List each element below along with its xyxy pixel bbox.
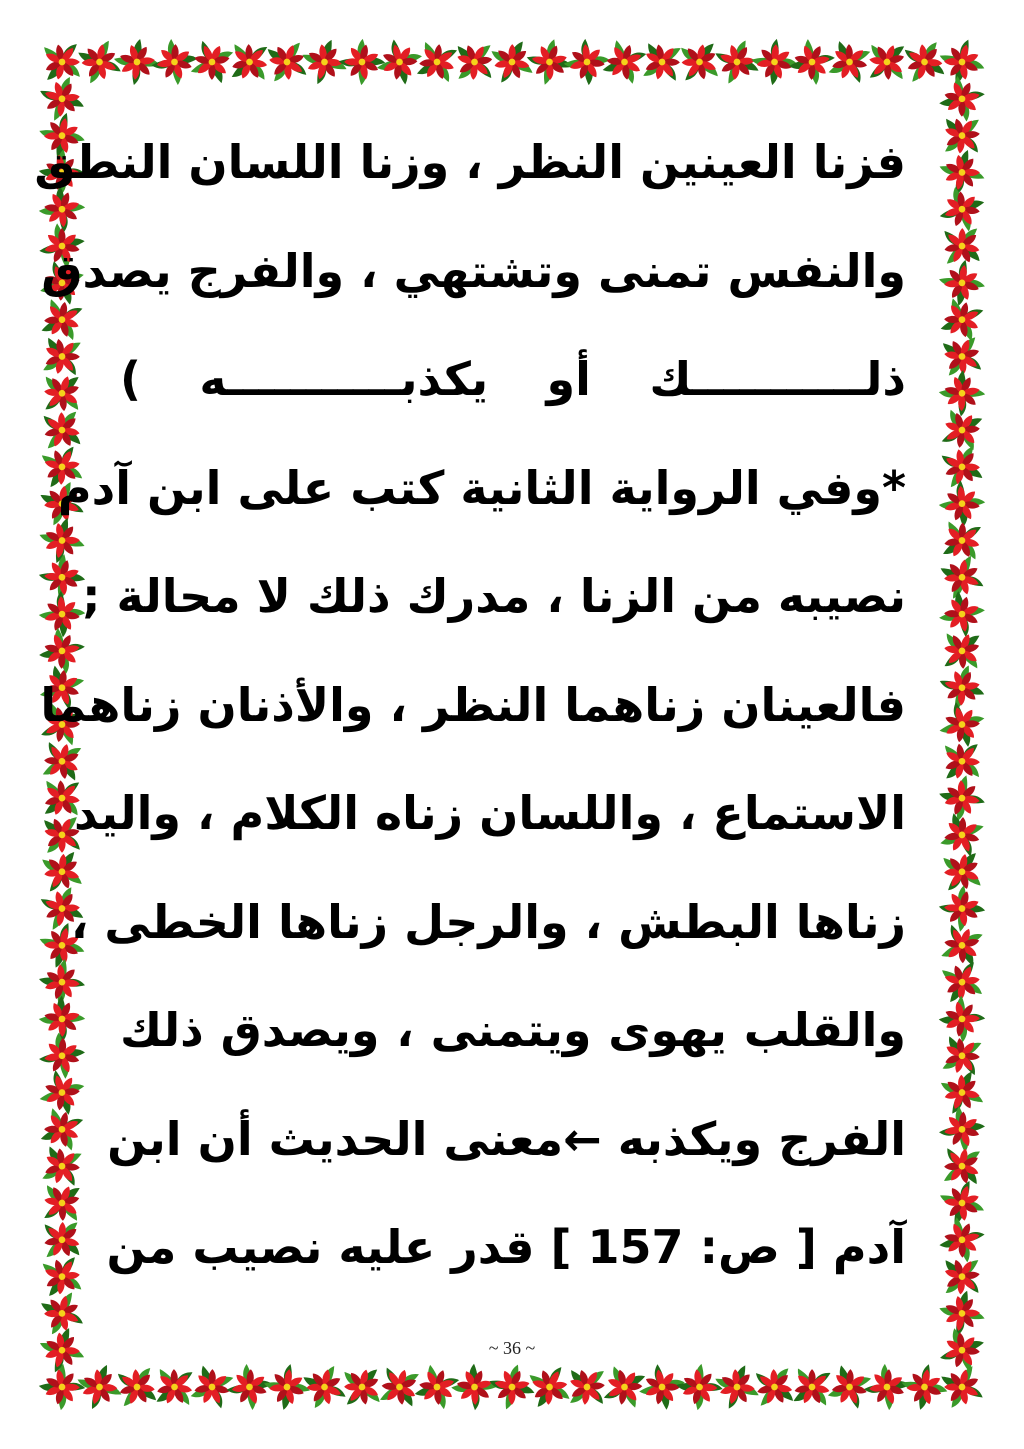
poinsettia-flower-icon: [374, 1361, 425, 1412]
poinsettia-flower-icon: [936, 552, 987, 603]
poinsettia-flower-icon: [526, 1364, 573, 1411]
poinsettia-flower-icon: [822, 35, 876, 89]
text-line: ذلـــــــــــك أو يكذبـــــــــــه ): [120, 352, 906, 406]
poinsettia-flower-icon: [939, 627, 986, 674]
poinsettia-flower-icon: [446, 1358, 504, 1416]
poinsettia-flower-icon: [940, 1254, 984, 1298]
poinsettia-flower-icon: [36, 1140, 88, 1192]
poinsettia-flower-icon: [671, 1358, 728, 1415]
poinsettia-flower-icon: [74, 37, 125, 88]
poinsettia-flower-icon: [226, 38, 274, 86]
poinsettia-flower-icon: [488, 38, 537, 87]
poinsettia-flower-icon: [115, 1365, 159, 1409]
document-body: [34, 108, 906, 1302]
poinsettia-flower-icon: [933, 585, 991, 643]
poinsettia-flower-icon: [939, 113, 985, 159]
poinsettia-flower-icon: [933, 990, 991, 1048]
poinsettia-flower-icon: [746, 34, 803, 91]
poinsettia-flower-icon: [941, 225, 983, 267]
poinsettia-flower-icon: [411, 36, 464, 89]
text-line: زناها البطش ، والرجل زناها الخطى ،: [70, 894, 906, 949]
poinsettia-flower-icon: [453, 40, 497, 84]
poinsettia-flower-icon: [935, 661, 989, 715]
poinsettia-flower-icon: [598, 1360, 652, 1414]
text-line: نصيبه من الزنا ، مدرك ذلك لا محالة ;: [82, 569, 906, 623]
poinsettia-flower-icon: [933, 365, 990, 422]
poinsettia-flower-icon: [33, 1358, 90, 1415]
poinsettia-flower-icon: [864, 39, 910, 85]
text-line: والنفس تمنى وتشتهي ، والفرج يصدق: [41, 243, 906, 298]
poinsettia-flower-icon: [38, 1179, 86, 1227]
poinsettia-flower-icon: [938, 1142, 986, 1190]
poinsettia-flower-icon: [934, 1286, 989, 1341]
poinsettia-flower-icon: [150, 1363, 198, 1411]
poinsettia-flower-icon: [259, 1359, 315, 1415]
poinsettia-flower-icon: [937, 1067, 987, 1117]
text-line: فالعينان زناهما النظر ، والأذنان زناهما: [40, 677, 906, 732]
text-line: *وفي الرواية الثانية كتب على ابن آدم: [57, 460, 906, 515]
poinsettia-flower-icon: [753, 1365, 796, 1408]
poinsettia-flower-icon: [41, 41, 82, 82]
poinsettia-flower-icon: [933, 880, 990, 937]
text-line: الاستماع ، واللسان زناه الكلام ، واليد: [74, 786, 906, 840]
poinsettia-flower-icon: [184, 1359, 239, 1414]
poinsettia-flower-icon: [935, 35, 989, 89]
poinsettia-flower-icon: [341, 1366, 383, 1408]
poinsettia-flower-icon: [39, 371, 84, 416]
poinsettia-flower-icon: [564, 1364, 610, 1410]
poinsettia-flower-icon: [333, 33, 391, 91]
poinsettia-flower-icon: [299, 1362, 349, 1412]
text-line: آدم [ ص: 157 ] قدر عليه نصيب من: [106, 1220, 906, 1274]
poinsettia-flower-icon: [678, 41, 720, 83]
poinsettia-flower-icon: [637, 37, 687, 87]
poinsettia-flower-icon: [940, 850, 983, 893]
text-line: والقلب يهوى ويتمنى ، ويصدق ذلك: [120, 1003, 906, 1057]
poinsettia-flower-icon: [901, 39, 947, 85]
poinsettia-flower-icon: [109, 34, 166, 91]
poinsettia-flower-icon: [937, 1362, 986, 1411]
poinsettia-flower-icon: [935, 145, 990, 200]
poinsettia-flower-icon: [37, 1289, 87, 1339]
poinsettia-flower-icon: [185, 35, 240, 90]
poinsettia-flower-icon: [936, 1176, 989, 1229]
text-line: الفرج ويكذبه ←معنى الحديث أن ابن: [107, 1111, 906, 1166]
poinsettia-flower-icon: [933, 1211, 990, 1268]
poinsettia-flower-icon: [264, 39, 309, 84]
poinsettia-flower-icon: [41, 1219, 83, 1261]
poinsettia-flower-icon: [933, 70, 991, 128]
poinsettia-flower-icon: [35, 1102, 90, 1157]
poinsettia-flower-icon: [934, 255, 990, 311]
page-number: ~ 36 ~: [488, 1338, 536, 1358]
poinsettia-flower-icon: [37, 332, 87, 382]
poinsettia-flower-icon: [940, 740, 983, 783]
poinsettia-flower-icon: [787, 1362, 836, 1411]
text-line: فزنا العينين النظر ، وزنا اللسان النطق: [34, 135, 906, 189]
poinsettia-flower-icon: [934, 770, 990, 826]
poinsettia-flower-icon: [39, 1254, 84, 1299]
poinsettia-flower-icon: [34, 1064, 91, 1121]
poinsettia-flower-icon: [933, 1100, 991, 1158]
